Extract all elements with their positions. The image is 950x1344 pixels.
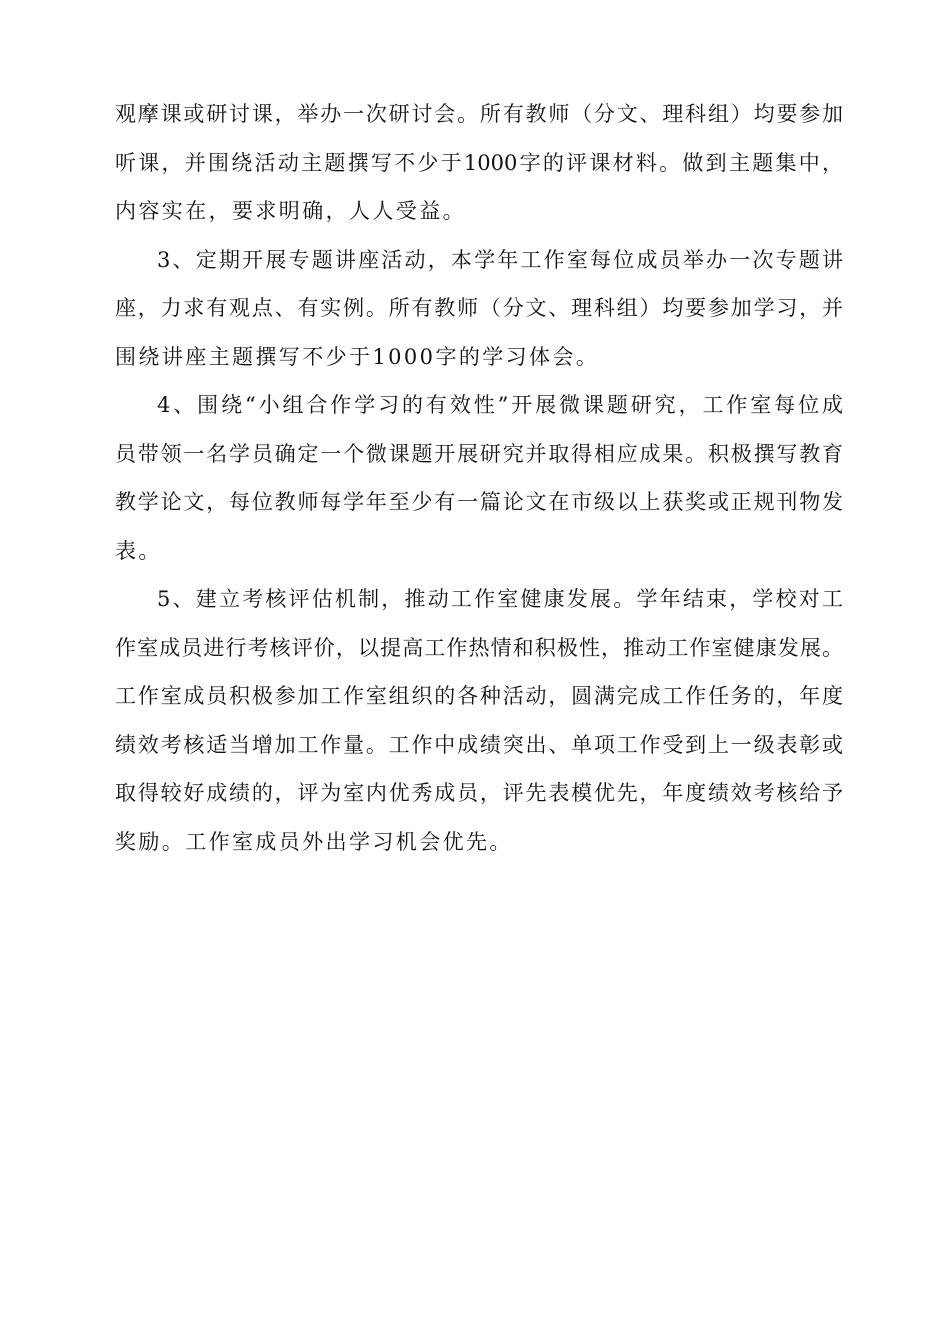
text-line: 工作室成员积极参加工作室组织的各种活动，圆满完成工作任务的，年度 [115,684,843,708]
text-line: 奖励。工作室成员外出学习机会优先。 [115,829,513,854]
text-line: 座，力求有观点、有实例。所有教师（分文、理科组）均要参加学习，并 [115,296,843,320]
text-line: 3、定期开展专题讲座活动，本学年工作室每位成员举办一次专题讲 [157,247,843,272]
paragraph-continuation [115,103,843,222]
text-line: 员带领一名学员确定一个微课题开展研究并取得相应成果。积极撰写教育 [115,441,843,466]
text-line: 围绕讲座主题撰写不少于1000字的学习体会。 [115,344,600,369]
text-line: 内容实在，要求明确，人人受益。 [115,199,466,223]
text-line: 取得较好成绩的，评为室内优秀成员，评先表模优先，年度绩效考核给予 [115,781,843,805]
text-line: 观摩课或研讨课，举办一次研讨会。所有教师（分文、理科组）均要参加 [115,102,843,126]
text-line: 4、围绕“小组合作学习的有效性”开展微课题研究，工作室每位成 [157,393,843,417]
document-body [115,103,843,879]
text-line: 听课，并围绕活动主题撰写不少于1000字的评课材料。做到主题集中， [115,150,843,175]
paragraph-3 [115,249,843,368]
text-line: 表。 [115,538,162,563]
paragraph-5 [115,588,843,853]
paragraph-4 [115,394,843,562]
text-line: 教学论文，每位教师每学年至少有一篇论文在市级以上获奖或正规刊物发 [115,490,843,514]
text-line: 绩效考核适当增加工作量。工作中成绩突出、单项工作受到上一级表彰或 [115,732,843,757]
text-line: 5、建立考核评估机制，推动工作室健康发展。学年结束，学校对工 [157,587,843,611]
text-line: 作室成员进行考核评价，以提高工作热情和积极性，推动工作室健康发展。 [115,635,843,660]
